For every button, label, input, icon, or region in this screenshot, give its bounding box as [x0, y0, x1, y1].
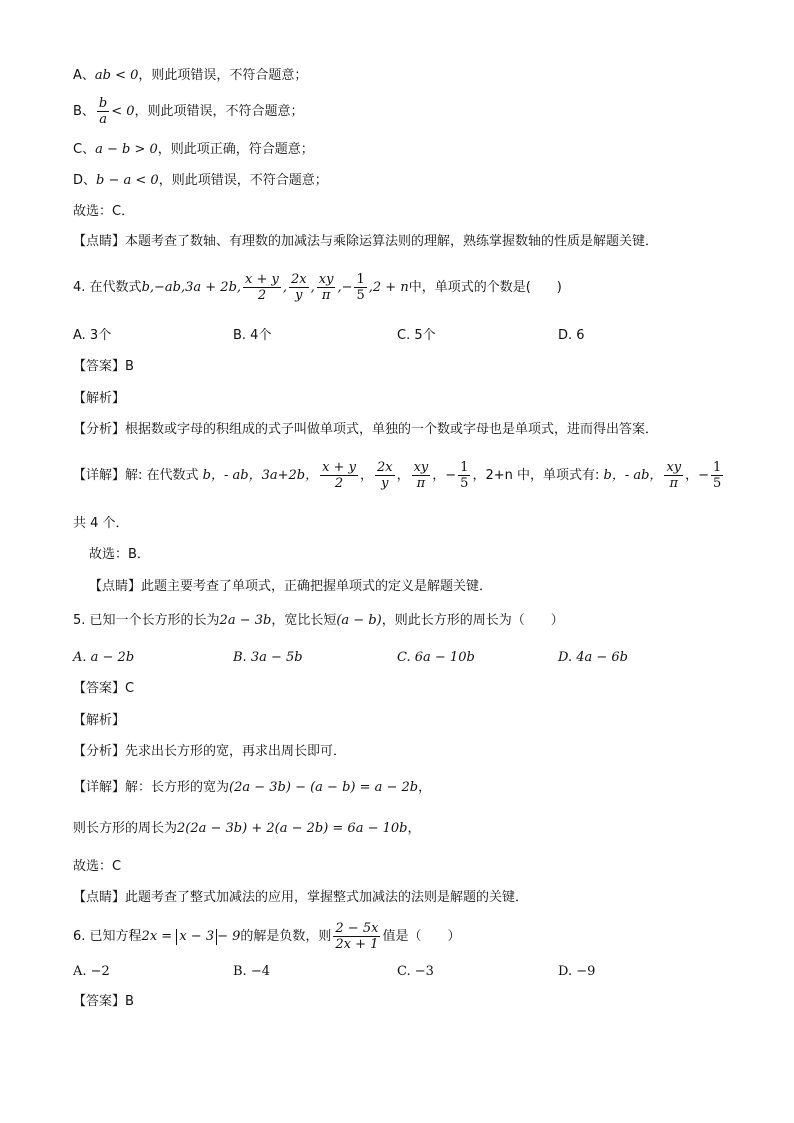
denominator: 2 [334, 476, 344, 491]
option-b: B. 4个 [233, 328, 272, 343]
numerator: xy [318, 272, 334, 287]
text: ，则此项错误，不符合题意； [158, 173, 328, 188]
math: b,−ab,3a + 2b, [141, 280, 242, 295]
option-d-analysis [73, 171, 328, 191]
text: ，2+n 中，单项式有: [472, 468, 604, 483]
numerator: 2x [291, 272, 307, 287]
detail-line [73, 778, 431, 798]
fraction [412, 460, 431, 491]
numerator: 1 [713, 460, 722, 475]
fraction [289, 272, 309, 303]
text: 【详解】解：长方形的宽为 [73, 780, 230, 795]
numerator: b [98, 96, 108, 111]
numerator: x + y [322, 460, 356, 475]
option-b: B. 3a − 5b [233, 650, 303, 665]
text: 在代数式 [89, 280, 142, 295]
text: ， [359, 468, 373, 483]
option-b-analysis [73, 96, 304, 127]
analysis-text: 【分析】根据数或字母的积组成的式子叫做单项式，单独的一个数或字母也是单项式，进而得出答案． [73, 422, 659, 437]
option-d: D. −9 [558, 964, 596, 979]
answer-label: 【答案】B [73, 359, 134, 374]
numerator: x + y [245, 272, 279, 287]
math: 2(2a − 3b) + 2(a − 2b) = 6a − 10b [177, 821, 408, 836]
math: ,2 + n [368, 280, 409, 295]
numerator: 2 − 5x [335, 921, 379, 936]
fraction [375, 460, 395, 491]
text: 5. 已知一个长方形的长为 [73, 613, 220, 628]
option-c: C. 5个 [397, 328, 436, 343]
numerator: 2x [376, 460, 393, 475]
math: (2a − 3b) − (a − b) = a − 2b [229, 780, 419, 795]
text: ，则此项正确，符合题意； [157, 142, 314, 157]
fraction [317, 272, 336, 303]
option-a: A. −2 [73, 964, 110, 979]
option-c-analysis [73, 140, 314, 160]
text: 中，单项式的个数是( ) [408, 280, 562, 295]
option-b: B. −4 [233, 964, 270, 979]
math: b，- ab， [603, 468, 663, 483]
text: ，− [432, 468, 457, 483]
label: C、 [73, 142, 96, 157]
question-6 [73, 921, 460, 952]
answer-label: 【答案】B [73, 994, 134, 1009]
math: b，- ab，3a+2b， [202, 468, 319, 483]
numerator: 1 [460, 460, 469, 475]
label: D、 [73, 173, 97, 188]
fraction [243, 272, 281, 303]
text: ， [418, 780, 432, 795]
text: ，则此项错误，不符合题意； [134, 104, 304, 119]
answer-label: 【答案】C [73, 681, 135, 696]
question-5 [73, 611, 564, 631]
fraction [333, 921, 380, 952]
absolute-value: x − 3 [176, 929, 217, 945]
math: < 0 [111, 104, 135, 119]
denominator: y [295, 288, 303, 303]
math: − 9 [217, 929, 241, 944]
denominator: 5 [356, 288, 365, 303]
text: 6. 已知方程 [73, 929, 142, 944]
text: 则长方形的周长为 [73, 821, 178, 836]
math: b − a < 0 [96, 173, 159, 188]
detail-line [73, 460, 725, 491]
text: ， [407, 821, 421, 836]
text: ，则此项错误，不符合题意； [138, 68, 308, 83]
text: ，宽比长短 [271, 613, 337, 628]
option-a: A. 3个 [73, 328, 112, 343]
option-d: D. 6 [558, 328, 585, 343]
label: B、 [73, 104, 95, 119]
denominator: π [321, 288, 331, 303]
question-number: 4. [73, 280, 86, 295]
analysis-label: 【解析】 [73, 391, 126, 406]
question-4: 4. 在代数式b,−ab,3a + 2b, $\frac{x + y}{2}$ , $\frac{2x}{y}$ , $\frac{xy}{\pi}$ ,− $\frac{1}{5}$ ,2 + n中，单项式的个数是( ) [73, 272, 562, 303]
math: a − b > 0 [95, 142, 158, 157]
option-c: C. 6a − 10b [397, 650, 475, 665]
comment-line: 【点睛】此题考查了整式加减法的应用，掌握整式加减法的法则是解题的关键． [73, 890, 529, 905]
denominator: π [416, 476, 426, 491]
text: 【详解】解: 在代数式 [73, 468, 203, 483]
denominator: a [99, 112, 107, 127]
denominator: π [669, 476, 679, 491]
denominator: 2x + 1 [335, 937, 379, 952]
comment-line: 【点睛】本题考查了数轴、有理数的加减法与乘除运算法则的理解，熟练掌握数轴的性质是解题关键． [73, 234, 659, 249]
text: ，则此长方形的周长为（ ） [381, 613, 564, 628]
option-d: D. 4a − 6b [558, 650, 628, 665]
choice-line: 故选：B． [89, 547, 150, 562]
math: (a − b) [336, 613, 382, 628]
text: 值是（ ） [382, 929, 461, 944]
text: ，− [685, 468, 710, 483]
comment-line: 【点睛】此题主要考查了单项式，正确把握单项式的定义是解题关键． [89, 579, 493, 594]
analysis-text: 【分析】先求出长方形的宽，再求出周长即可． [73, 744, 347, 759]
math: 2a − 3b [219, 613, 272, 628]
fraction [354, 272, 366, 303]
numerator: 1 [356, 272, 365, 287]
math: ,− [337, 280, 353, 295]
choice-line: 故选：C． [73, 204, 135, 219]
choice-line: 故选：C [73, 859, 122, 874]
option-a: A. a − 2b [73, 650, 135, 665]
numerator: xy [666, 460, 682, 475]
math: 2x = [141, 929, 173, 944]
fraction [458, 460, 470, 491]
denominator: 2 [257, 288, 267, 303]
text: 的解是负数，则 [240, 929, 332, 944]
fraction [711, 460, 723, 491]
fraction [320, 460, 358, 491]
denominator: y [381, 476, 389, 491]
numerator: xy [413, 460, 429, 475]
denominator: 5 [460, 476, 469, 491]
fraction [664, 460, 683, 491]
denominator: 5 [713, 476, 722, 491]
fraction [97, 96, 109, 127]
option-c: C. −3 [397, 964, 434, 979]
text: ， [396, 468, 410, 483]
option-a-analysis [73, 66, 307, 86]
math: ab < 0 [94, 68, 139, 83]
perimeter-line [73, 819, 421, 839]
label: A、 [73, 68, 95, 83]
analysis-label: 【解析】 [73, 713, 126, 728]
total-line: 共 4 个． [73, 516, 129, 531]
